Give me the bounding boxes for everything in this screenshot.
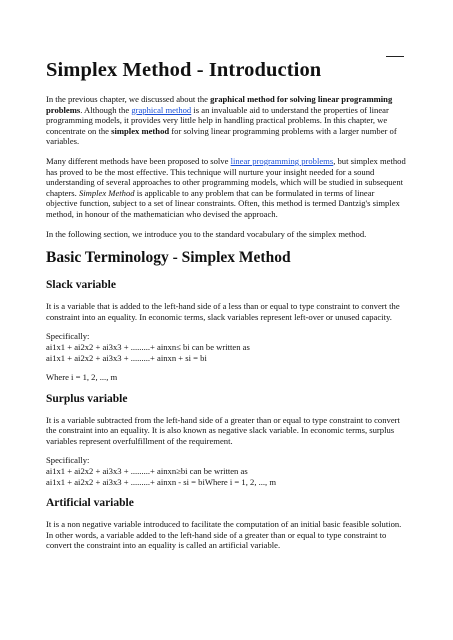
surplus-equation-2: ai1x1 + ai2x2 + ai3x3 + .........+ ainxn - si = biWhere i = 1, 2, ..., m xyxy=(46,476,277,487)
intro-text: . Although the xyxy=(80,104,132,115)
intro-text: for solving linear programming problems with a larger number of variables. xyxy=(46,125,397,147)
slack-equation-2: ai1x1 + ai2x2 + ai3x3 + .........+ ainxn + si = bi xyxy=(46,352,207,363)
slack-description: It is a variable that is added to the left-hand side of a less than or equal to type constraint to convert the constraint into an equality. In economic terms, slack variables represent left-over or unused capacity. xyxy=(46,301,400,322)
subheading-surplus-variable: Surplus variable xyxy=(46,392,128,405)
intro-text: In the previous chapter, we discussed about the xyxy=(46,94,211,104)
subheading-slack-variable: Slack variable xyxy=(46,279,116,292)
intro-bold-text: graphical method for solving linear programming problems xyxy=(46,94,393,115)
slack-specifically-label: Specifically: xyxy=(46,331,90,342)
subheading-artificial-variable: Artificial variable xyxy=(46,497,134,510)
header-rule xyxy=(386,56,404,57)
surplus-description: It is a variable subtracted from the left-hand side of a greater than or equal to type constraint to convert the constraint into an equality. It is also known as negative slack variable. In economic terms, surplus variables represent overfulfillment of the requirement. xyxy=(46,414,400,446)
intro-paragraph-1 xyxy=(46,94,406,147)
linear-programming-problems-link[interactable]: linear programming problems xyxy=(230,155,334,166)
surplus-equation-1: ai1x1 + ai2x2 + ai3x3 + .........+ ainxn≥bi can be written as xyxy=(46,466,248,477)
slack-where-clause: Where i = 1, 2, ..., m xyxy=(46,372,118,383)
surplus-specifically-label: Specifically: xyxy=(46,455,90,466)
intro-italic-text: Simplex Method xyxy=(78,187,135,198)
intro-text: Many different methods have been proposed to solve xyxy=(46,155,231,166)
section-heading-terminology: Basic Terminology - Simplex Method xyxy=(46,249,291,267)
surplus-equations xyxy=(46,455,406,487)
intro-text: , but simplex method has proved to be the most effective. This technique will nurture your insight needed for a sound understanding of several approaches to other programming models, which will be studied in subsequent chapters. xyxy=(46,155,406,198)
page-title: Simplex Method - Introduction xyxy=(46,59,322,81)
artificial-description: It is a non negative variable introduced to facilitate the computation of an initial basic feasible solution. In other words, a variable added to the left-hand side of a greater than or equal to type constraint to convert the constraint into an equality is called an artificial variable. xyxy=(46,519,402,551)
intro-paragraph-2 xyxy=(46,156,406,220)
graphical-method-link[interactable]: graphical method xyxy=(131,104,192,115)
slack-equations xyxy=(46,331,406,363)
intro-bold-text: simplex method xyxy=(111,125,170,136)
intro-paragraph-3: In the following section, we introduce you to the standard vocabulary of the simplex method. xyxy=(46,228,367,239)
document-page xyxy=(46,58,406,560)
intro-text: is an invaluable aid to understand the properties of linear programming models, it provides very little help in handling practical problems. In this chapter, we concentrate on the xyxy=(46,104,389,136)
slack-equation-1: ai1x1 + ai2x2 + ai3x3 + .........+ ainxn≤ bi can be written as xyxy=(46,341,250,352)
intro-text: is applicable to any problem that can be formulated in terms of linear objective function, subject to a set of linear constraints. Often, this method is termed Dantzig's simplex method, in honour of the mathematician who devised the approach. xyxy=(46,187,400,219)
